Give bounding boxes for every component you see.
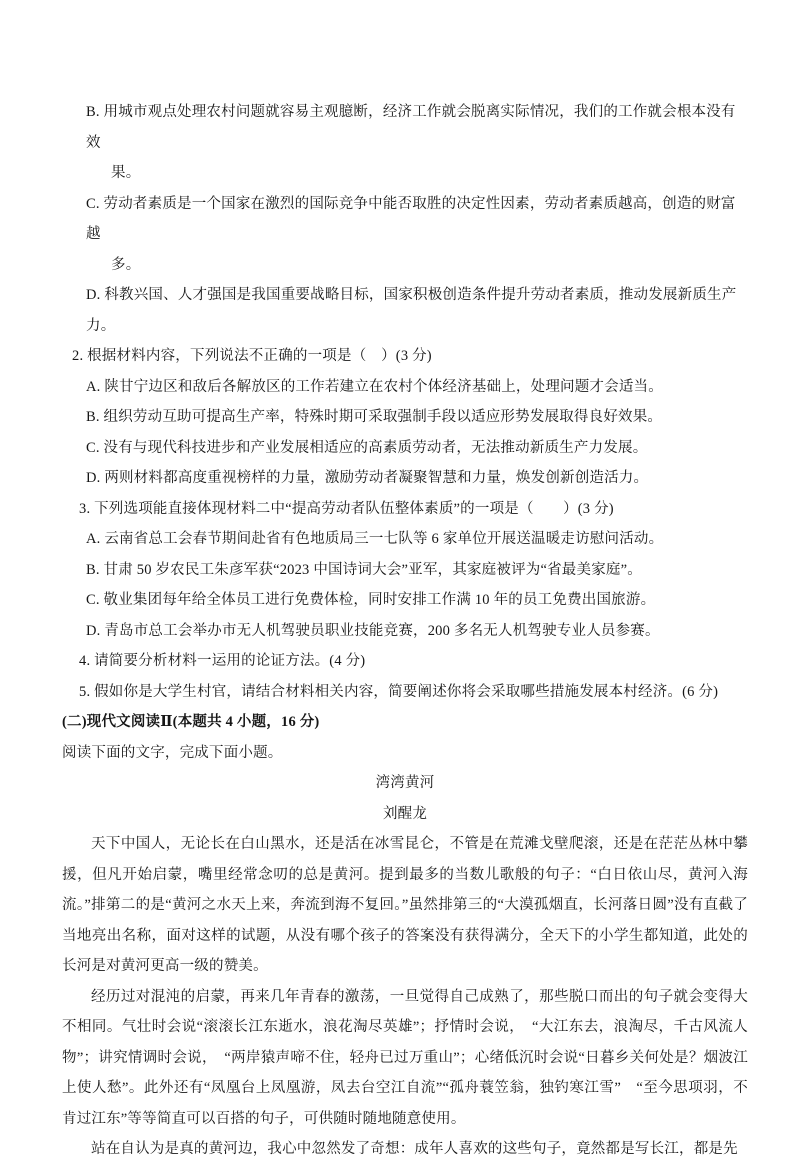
continuation-line: 果。 bbox=[111, 165, 141, 181]
essay-paragraph: 站在自认为是真的黄河边，我心中忽然发了奇想：成年人喜欢的这些句子，竟然都是写长江，都是先 bbox=[91, 1141, 738, 1157]
option-line: D. 青岛市总工会举办市无人机驾驶员职业技能竞赛，200 多名无人机驾驶专业人员参赛。 bbox=[86, 622, 660, 639]
option-line: C. 敬业集团每年给全体员工进行免费体检，同时安排工作满 10 年的员工免费出国旅游。 bbox=[86, 592, 656, 608]
option-line: C. 没有与现代科技进步和产业发展相适应的高素质劳动者，无法推动新质生产力发展。 bbox=[86, 439, 648, 456]
question-line: 4. 请简要分析材料一运用的论证方法。(4 分) bbox=[79, 653, 366, 669]
option-line: B. 甘肃 50 岁农民工朱彦军获“2023 中国诗词大会”亚军，其家庭被评为“省最美家庭”。 bbox=[86, 561, 642, 578]
question-line: 3. 下列选项能直接体现材料二中“提高劳动者队伍整体素质”的一项是（ ）(3 分) bbox=[79, 500, 614, 517]
option-line: A. 陕甘宁边区和敌后各解放区的工作若建立在农村个体经济基础上，处理问题才会适当。 bbox=[86, 378, 663, 395]
continuation-line: 多。 bbox=[111, 256, 141, 273]
exam-document bbox=[62, 97, 748, 1165]
question-line: 2. 根据材料内容，下列说法不正确的一项是（ ）(3 分) bbox=[72, 348, 432, 364]
essay-paragraph: 经历过对混沌的启蒙，再来几年青春的激荡，一旦觉得自己成熟了，那些脱口而出的句子就会变得大不相同。气壮时会说“滚滚长江东逝水，浪花淘尽英雄”；抒情时会说， “大江东去，浪淘尽，千古风流人物”；讲究情调时会说， “两岸猿声啼不住，轻舟已过万重山”；心绪低沉时会说“日暮乡关何处是？烟波江上使人愁”。此外还有“凤凰台上凤凰游，凤去台空江自流”“孤舟蓑笠翁，独钓寒江雪” “至今思项羽，不肯过江东”等等简直可以百搭的句子，可供随时随地随意使用。 bbox=[62, 988, 748, 1127]
essay-title: 湾湾黄河 bbox=[375, 775, 435, 791]
option-line: D. 科教兴国、人才强国是我国重要战略目标，国家积极创造条件提升劳动者素质，推动发展新质生产力。 bbox=[86, 287, 737, 334]
question-line: 5. 假如你是大学生村官，请结合材料相关内容，简要阐述你将会采取哪些措施发展本村经济。(6 分) bbox=[79, 683, 719, 700]
instruction-line: 阅读下面的文字，完成下面小题。 bbox=[62, 744, 283, 761]
essay-author: 刘醒龙 bbox=[382, 805, 428, 822]
section-heading: (二)现代文阅读Ⅱ(本题共 4 小题，16 分) bbox=[62, 714, 320, 730]
option-line: A. 云南省总工会春节期间赴省有色地质局三一七队等 6 家单位开展送温暖走访慰问活动。 bbox=[86, 531, 664, 547]
option-line: B. 用城市观点处理农村问题就容易主观臆断，经济工作就会脱离实际情况，我们的工作就会根本没有效 bbox=[86, 104, 736, 151]
option-line: C. 劳动者素质是一个国家在激烈的国际竞争中能否取胜的决定性因素，劳动者素质越高，创造的财富越 bbox=[86, 195, 736, 242]
option-line: D. 两则材料都高度重视榜样的力量，激励劳动者凝聚智慧和力量，焕发创新创造活力。 bbox=[86, 470, 649, 486]
option-line: B. 组织劳动互助可提高生产率，特殊时期可采取强制手段以适应形势发展取得良好效果。 bbox=[86, 409, 663, 425]
essay-paragraph: 天下中国人，无论长在白山黑水，还是活在冰雪昆仑，不管是在荒滩戈壁爬滚，还是在茫茫丛林中攀援，但凡开始启蒙，嘴里经常念叨的总是黄河。提到最多的当数儿歌般的句子：“白日依山尽，黄河入海流。”排第二的是“黄河之水天上来，奔流到海不复回。”虽然排第三的“大漠孤烟直，长河落日圆”没有直截了当地亮出名称，面对这样的试题，从没有哪个孩子的答案没有获得满分，全天下的小学生都知道，此处的长河是对黄河更高一级的赞美。 bbox=[62, 836, 748, 974]
